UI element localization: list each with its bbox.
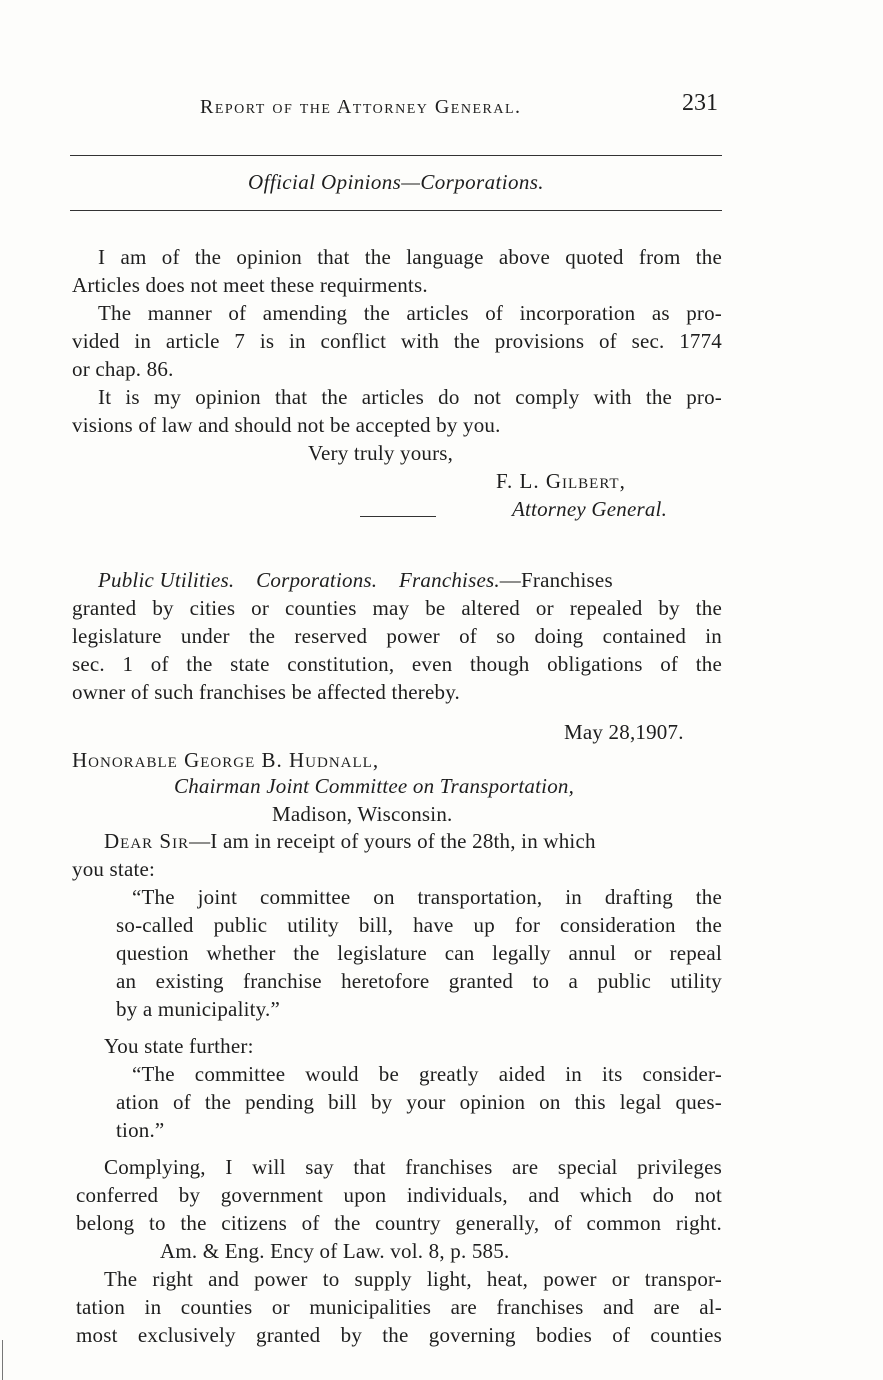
citation: Am. & Eng. Ency of Law. vol. 8, p. 585. — [160, 1239, 510, 1263]
running-head: Report of the Attorney General. — [200, 96, 522, 118]
quote1-line5: by a municipality.” — [116, 997, 280, 1021]
state-further: You state further: — [104, 1034, 254, 1058]
opinion-p2-line3: or chap. 86. — [72, 357, 174, 381]
addressee-place: Madison, Wisconsin. — [272, 802, 453, 826]
opinion-p1-line1: I am of the opinion that the language above quoted from the — [98, 245, 722, 269]
right-line3: most exclusively granted by the governing bodies of counties — [76, 1323, 722, 1347]
addressee-name: Honorable George B. Hudnall, — [72, 748, 380, 772]
addressee-title: Chairman Joint Committee on Transportation, — [174, 774, 575, 798]
letter-date: May 28,1907. — [564, 720, 684, 744]
salutation: Dear Sir — [104, 829, 190, 853]
header-rule-top — [70, 155, 722, 156]
quote1-line3: question whether the legislature can legally annul or repeal — [116, 941, 722, 965]
quote2-line1: “The committee would be greatly aided in its consider- — [132, 1062, 722, 1086]
complying-line1: Complying, I will say that franchises are special privileges — [104, 1155, 722, 1179]
signature-title: Attorney General. — [512, 497, 668, 521]
page-number: 231 — [682, 90, 718, 116]
opinion-p1-line2: Articles does not meet these requirments. — [72, 273, 428, 297]
syllabus-line1 — [98, 566, 722, 594]
quote2-line2: ation of the pending bill by your opinion on this legal ques- — [116, 1090, 722, 1114]
right-line1: The right and power to supply light, heat, power or transpor- — [104, 1267, 722, 1291]
quote1-line2: so-called public utility bill, have up for consideration the — [116, 913, 722, 937]
opinion-p3-line1: It is my opinion that the articles do not comply with the pro- — [98, 385, 722, 409]
syllabus-line2: granted by cities or counties may be altered or repealed by the — [72, 596, 722, 620]
opinion-p3-line2: visions of law and should not be accepted by you. — [72, 413, 501, 437]
complying-line3: belong to the citizens of the country generally, of common right. — [76, 1211, 722, 1235]
page-edge-mark — [2, 1340, 3, 1380]
opinion-p2-line1: The manner of amending the articles of incorporation as pro- — [98, 301, 722, 325]
section-title: Official Opinions—Corporations. — [248, 170, 544, 194]
complying-line2: conferred by government upon individuals, and which do not — [76, 1183, 722, 1207]
header-rule-bottom — [70, 210, 722, 211]
syllabus-line5: owner of such franchises be affected thereby. — [72, 680, 460, 704]
opinion-p2-line2: vided in article 7 is in conflict with the provisions of sec. 1774 — [72, 329, 722, 353]
syllabus-topics: Public Utilities. Corporations. Franchises. — [98, 568, 500, 592]
right-line2: tation in counties or municipalities are franchises and are al- — [76, 1295, 722, 1319]
syllabus-first-rest: —Franchises — [499, 568, 613, 592]
quote2-line3: tion.” — [116, 1118, 165, 1142]
quote1-line1: “The joint committee on transportation, in drafting the — [132, 885, 722, 909]
separator-rule — [360, 516, 436, 517]
salutation-line2: you state: — [72, 857, 156, 881]
quote1-line4: an existing franchise heretofore granted to a public utility — [116, 969, 722, 993]
syllabus-line3: legislature under the reserved power of so doing contained in — [72, 624, 722, 648]
salutation-line — [104, 827, 722, 855]
closing-line: Very truly yours, — [308, 441, 454, 465]
syllabus-line4: sec. 1 of the state constitution, even though obligations of the — [72, 652, 722, 676]
salutation-rest: —I am in receipt of yours of the 28th, in which — [189, 829, 596, 853]
signature-name: F. L. Gilbert, — [496, 469, 626, 493]
